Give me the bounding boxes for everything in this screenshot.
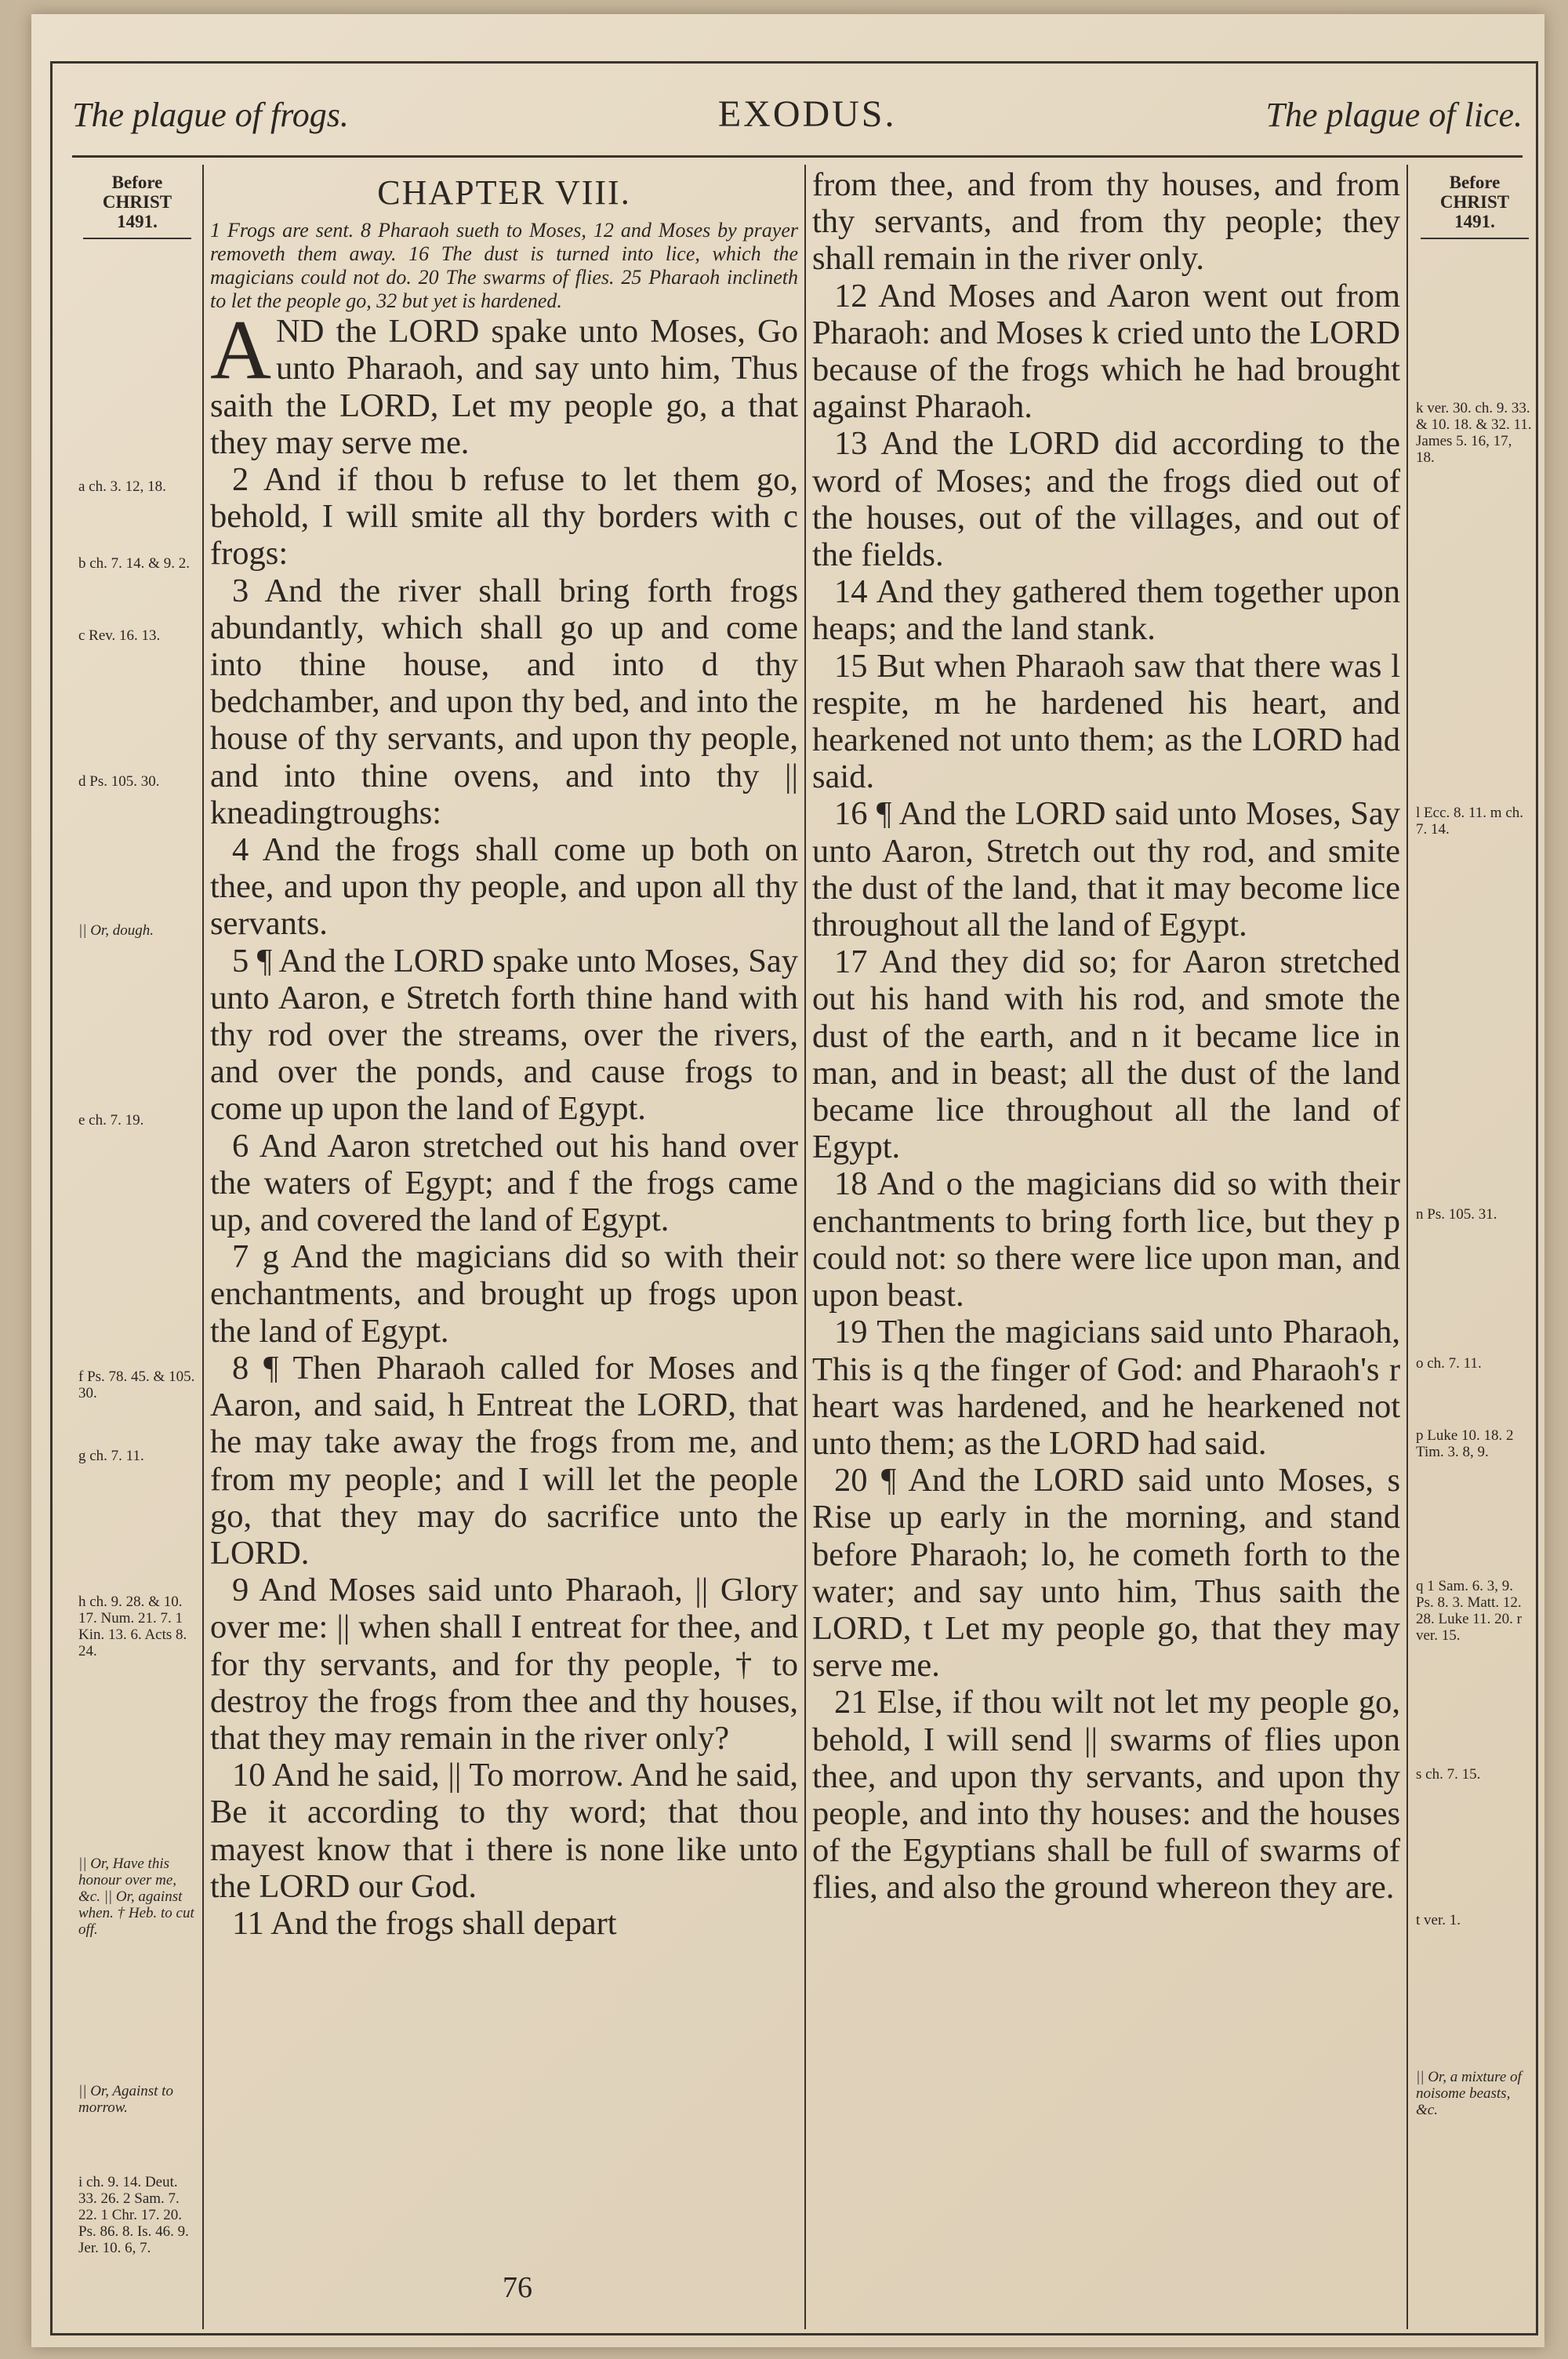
- right-margin: [1416, 173, 1534, 2321]
- margin-note: b ch. 7. 14. & 9. 2.: [78, 555, 190, 572]
- margin-note: h ch. 9. 28. & 10. 17. Num. 21. 7. 1 Kin. 13. 6. Acts 8. 24.: [78, 1594, 187, 1659]
- margin-note: i ch. 9. 14. Deut. 33. 26. 2 Sam. 7. 22. 1 Chr. 17. 20. Ps. 86. 8. Is. 46. 9. Jer. 10. 6, 7.: [78, 2174, 189, 2256]
- verse: 20 ¶ And the LORD said unto Moses, s Rise up early in the morning, and stand before Pharaoh; lo, he cometh forth to the water; and say unto him, Thus saith the LORD, t Let my people go, that they may serve me.: [812, 1462, 1400, 1685]
- right-margin-rule: [1406, 165, 1408, 2329]
- header-left: The plague of frogs.: [72, 96, 349, 134]
- margin-note: e ch. 7. 19.: [78, 1112, 144, 1129]
- chapter-summary: 1 Frogs are sent. 8 Pharaoh sueth to Moses, 12 and Moses by prayer removeth them away. 16 The dust is turned into lice, which the magicians could not do. 20 The swarms of flies. 25 Pharaoh inclineth to let the people go, 32 but yet is hardened.: [210, 219, 798, 313]
- verse: 17 And they did so; for Aaron stretched out his hand with his rod, and smote the dust of the earth, and n it became lice in man, and in beast; all the dust of the land became lice throughout all the land of Egypt.: [812, 943, 1400, 1166]
- verse: 18 And o the magicians did so with their enchantments to bring forth lice, but they p could not: so there were lice upon man, and upon beast.: [812, 1165, 1400, 1314]
- header-right: The plague of lice.: [1265, 96, 1523, 134]
- verse: from thee, and from thy houses, and from thy servants, and from thy people; they shall remain in the river only.: [812, 166, 1400, 278]
- verse: 9 And Moses said unto Pharaoh, || Glory over me: || when shall I entreat for thee, and for thy servants, and for thy people, † to destroy the frogs from thee and thy houses, that they may remain in the river only?: [210, 1572, 798, 1757]
- chapter-title: CHAPTER VIII.: [377, 173, 631, 212]
- verse: 8 ¶ Then Pharaoh called for Moses and Aaron, and said, h Entreat the LORD, that he may take away the frogs from me, and from my people; and I will let the people go, that they may do sacrifice unto the LORD.: [210, 1349, 798, 1572]
- verse: 15 But when Pharaoh saw that there was l respite, m he hardened his heart, and hearkened not unto them; as the LORD had said.: [812, 647, 1400, 796]
- verse: 4 And the frogs shall come up both on thee, and upon thy people, and upon all thy servants.: [210, 831, 798, 943]
- header-book-title: EXODUS.: [717, 93, 897, 135]
- verse: 16 ¶ And the LORD said unto Moses, Say unto Aaron, Stretch out thy rod, and smite the dust of the land, that it may become lice throughout all the land of Egypt.: [812, 795, 1400, 944]
- margin-note: c Rev. 16. 13.: [78, 627, 161, 644]
- margin-note: t ver. 1.: [1416, 1912, 1461, 1928]
- date-before: Before: [1449, 173, 1501, 192]
- verse: 14 And they gathered them together upon heaps; and the land stank.: [812, 573, 1400, 648]
- verse: 21 Else, if thou wilt not let my people go, behold, I will send || swarms of flies upon thee, and upon thy servants, and upon thy people, and into thy houses: and the houses of the Egyptians shall be full of swarms of flies, and also the ground whereon they are.: [812, 1684, 1400, 1906]
- right-date-label: [1416, 173, 1534, 231]
- margin-note: d Ps. 105. 30.: [78, 773, 160, 790]
- verse: 13 And the LORD did according to the word of Moses; and the frogs died out of the houses, out of the villages, and out of the fields.: [812, 425, 1400, 574]
- margin-note: o ch. 7. 11.: [1416, 1355, 1482, 1372]
- margin-note: q 1 Sam. 6. 3, 9. Ps. 8. 3. Matt. 12. 28. Luke 11. 20. r ver. 15.: [1416, 1578, 1522, 1644]
- margin-note: k ver. 30. ch. 9. 33. & 10. 18. & 32. 11. James 5. 16, 17, 18.: [1416, 400, 1532, 466]
- right-text-column: [812, 166, 1400, 1906]
- center-column-rule: [804, 165, 806, 2329]
- margin-note: p Luke 10. 18. 2 Tim. 3. 8, 9.: [1416, 1427, 1514, 1460]
- margin-note: l Ecc. 8. 11. m ch. 7. 14.: [1416, 805, 1524, 838]
- margin-note: || Or, dough.: [78, 922, 154, 939]
- left-text-column: [210, 174, 798, 1942]
- verse: 2 And if thou b refuse to let them go, behold, I will smite all thy borders with c frogs:: [210, 461, 798, 572]
- page-number: 76: [503, 2271, 532, 2304]
- verse: ND the LORD spake unto Moses, Go unto Pharaoh, and say unto him, Thus saith the LORD, Let my people go, a that they may serve me.: [210, 313, 798, 461]
- date-christ: CHRIST: [1439, 192, 1510, 212]
- margin-note: f Ps. 78. 45. & 105. 30.: [78, 1369, 195, 1401]
- verse: 12 And Moses and Aaron went out from Pharaoh: and Moses k cried unto the LORD because of the frogs which he had brought against Pharaoh.: [812, 277, 1400, 426]
- date-year: 1491.: [117, 212, 158, 231]
- date-rule: [1421, 238, 1529, 239]
- margin-note: || Or, Against to morrow.: [78, 2083, 173, 2116]
- running-header: [72, 93, 1523, 140]
- verse: 19 Then the magicians said unto Pharaoh, This is q the finger of God: and Pharaoh's r heart was hardened, and he hearkened not unto them; as the LORD had said.: [812, 1314, 1400, 1462]
- margin-note: g ch. 7. 11.: [78, 1448, 144, 1464]
- verse: 3 And the river shall bring forth frogs abundantly, which shall go up and come into thine house, and into d thy bedchamber, and upon thy bed, and into the house of thy servants, and upon thy people, and into thine ovens, and into thy || kneadingtroughs:: [210, 572, 798, 831]
- date-year: 1491.: [1454, 212, 1495, 231]
- margin-note: || Or, Have this honour over me, &c. || Or, against when. † Heb. to cut off.: [78, 1856, 194, 1938]
- verse: 5 ¶ And the LORD spake unto Moses, Say unto Aaron, e Stretch forth thine hand with thy rod over the streams, over the rivers, and over the ponds, and cause frogs to come up upon the land of Egypt.: [210, 942, 798, 1128]
- margin-note: s ch. 7. 15.: [1416, 1766, 1481, 1783]
- left-margin: [78, 173, 196, 2321]
- date-christ: CHRIST: [102, 192, 172, 212]
- verse: 10 And he said, || To morrow. And he said, Be it according to thy word; that thou mayest know that i there is none like unto the LORD our God.: [210, 1757, 798, 1905]
- date-before: Before: [111, 173, 163, 192]
- verse: 11 And the frogs shall depart: [232, 1904, 617, 1942]
- verse: 7 g And the magicians did so with their enchantments, and brought up frogs upon the land of Egypt.: [210, 1238, 798, 1350]
- drop-cap: A: [210, 304, 271, 398]
- margin-note: || Or, a mixture of noisome beasts, &c.: [1416, 2069, 1522, 2118]
- verse: 6 And Aaron stretched out his hand over the waters of Egypt; and f the frogs came up, and covered the land of Egypt.: [210, 1127, 798, 1239]
- left-margin-rule: [202, 165, 204, 2329]
- header-rule: [72, 155, 1523, 158]
- left-date-label: [78, 173, 196, 231]
- margin-note: a ch. 3. 12, 18.: [78, 478, 166, 495]
- margin-note: n Ps. 105. 31.: [1416, 1206, 1497, 1223]
- date-rule: [83, 238, 191, 239]
